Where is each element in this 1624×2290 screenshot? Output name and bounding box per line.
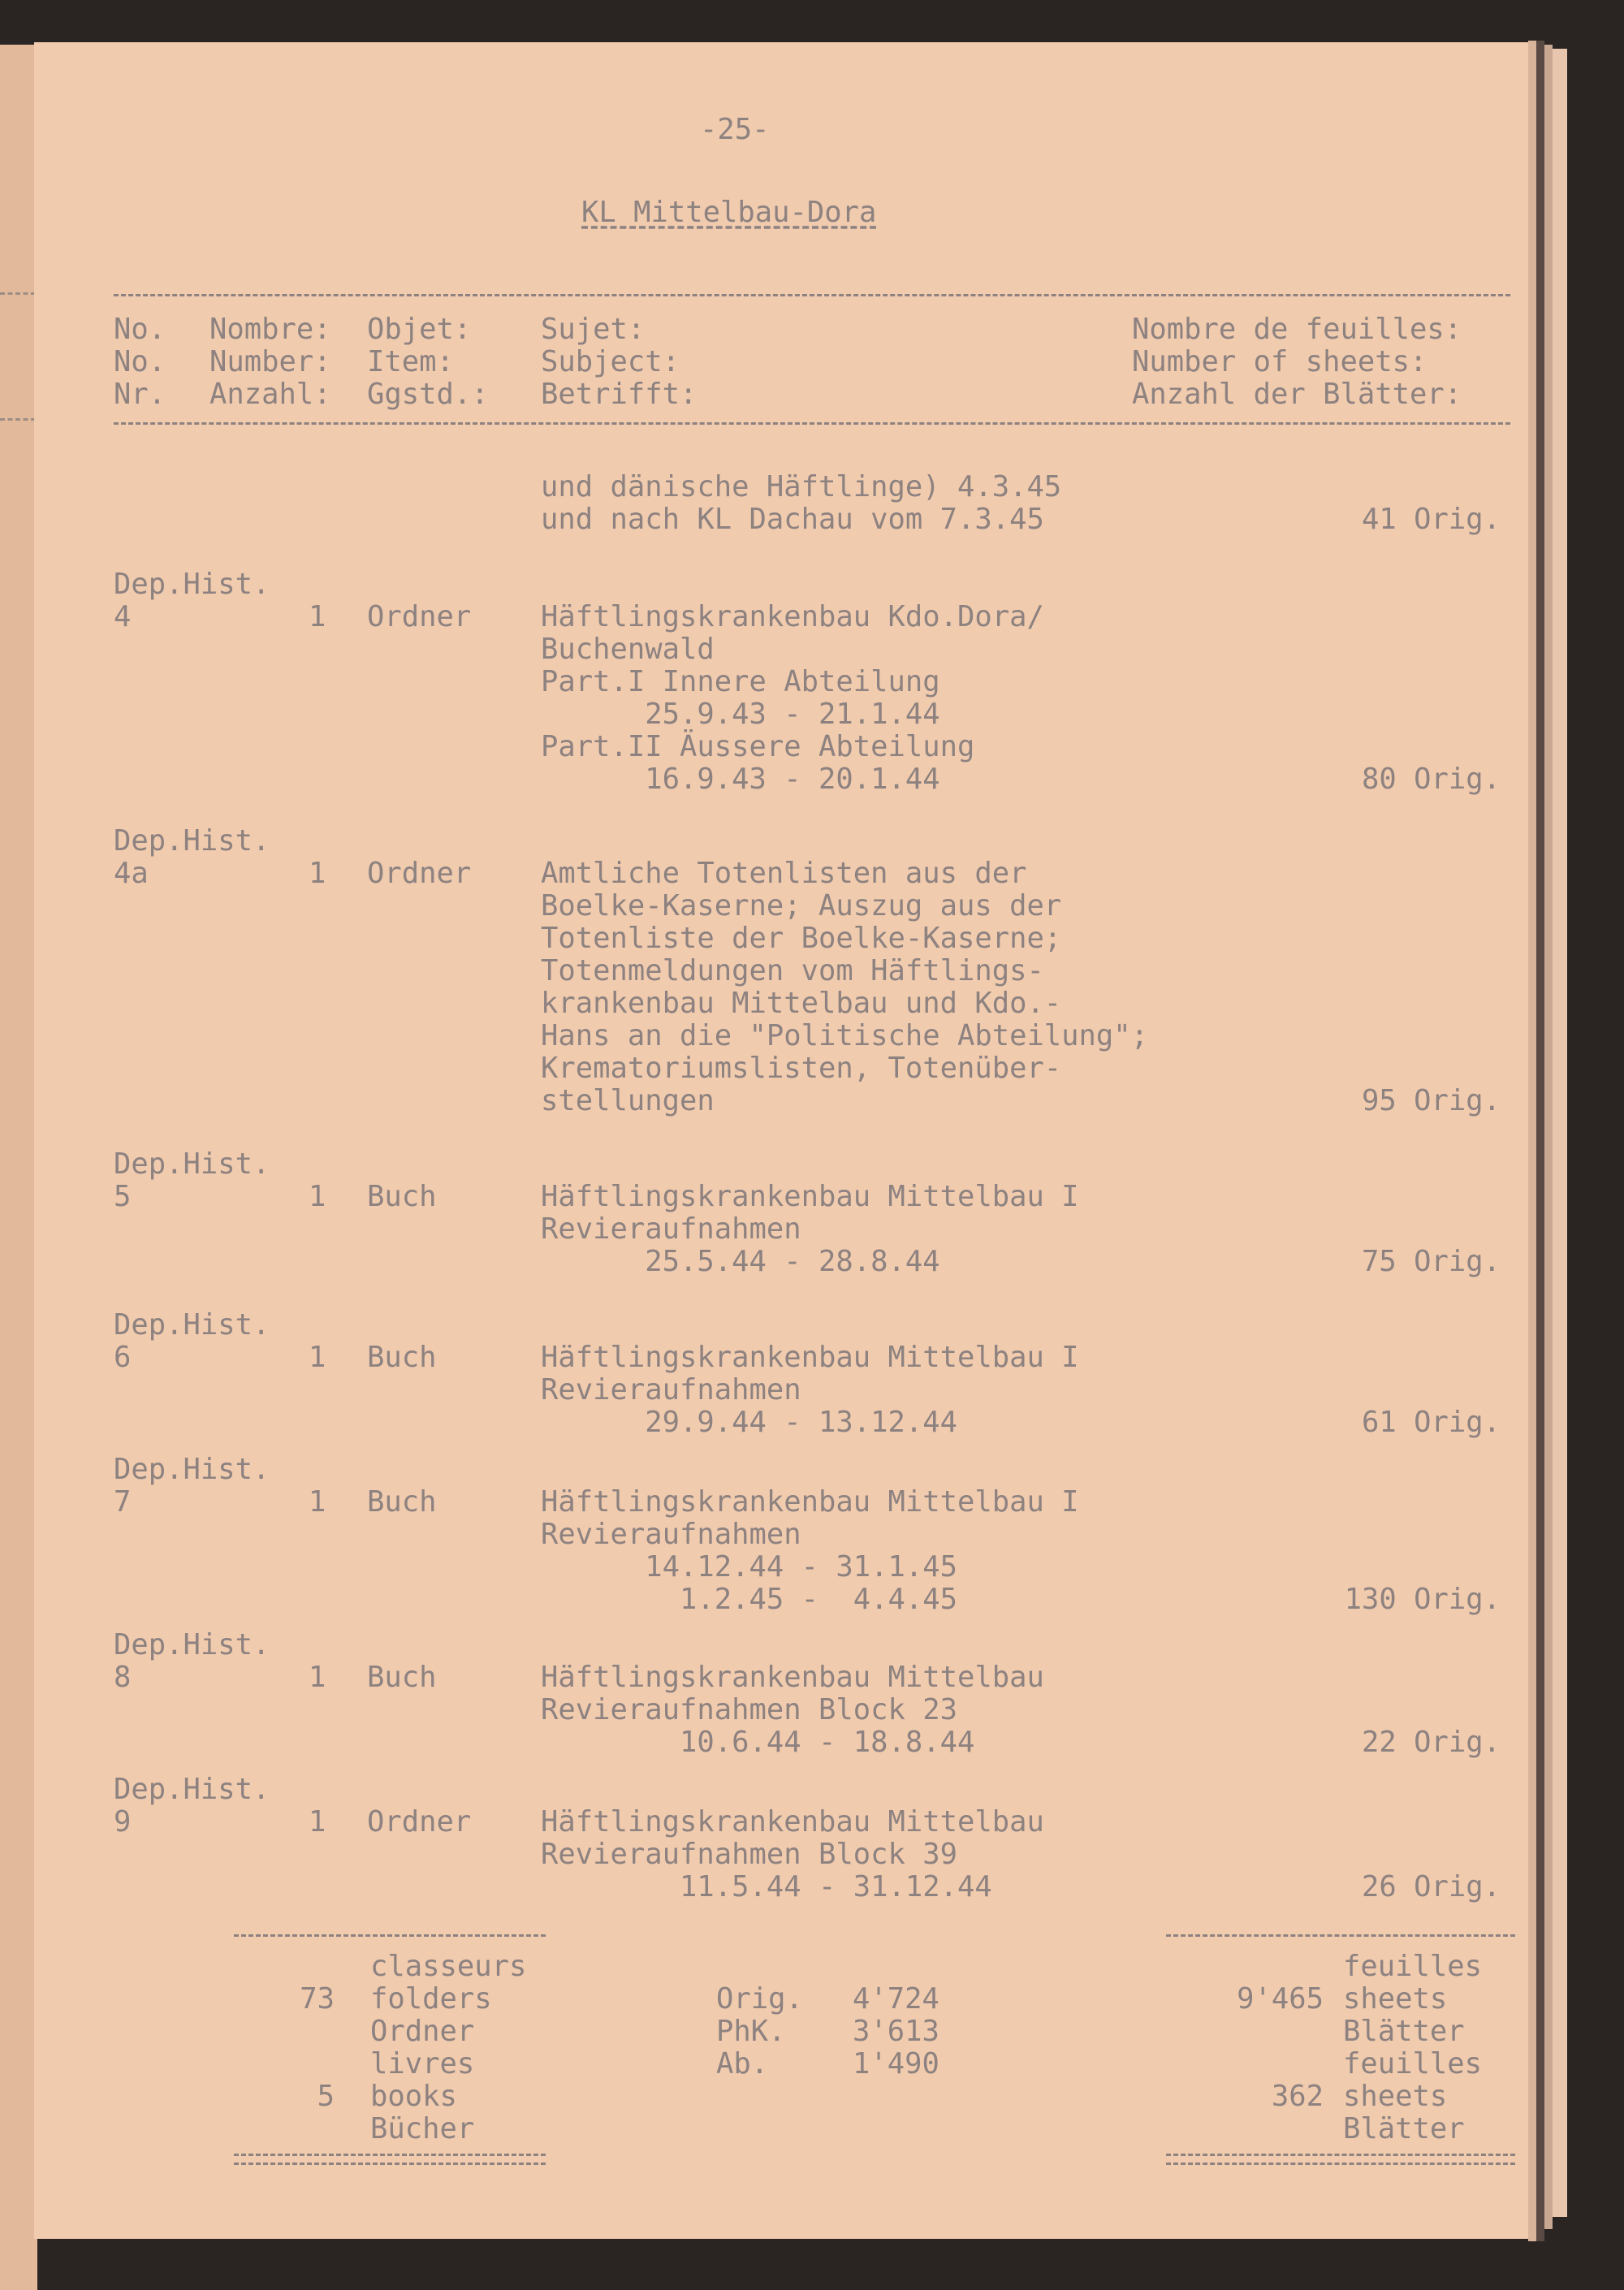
document-page <box>34 42 1528 2239</box>
entry-sheets: 26 Orig. <box>1362 1870 1501 1903</box>
entry-ref: Dep.Hist. <box>114 1773 270 1806</box>
entry-subject-line: Totenliste der Boelke-Kaserne; <box>541 922 1062 955</box>
header-subject: Subject: <box>541 345 680 378</box>
continuation-line: und dänische Häftlinge) 4.3.45 <box>541 470 1062 503</box>
page-number: -25- <box>700 113 770 146</box>
continuation-sheets: 41 Orig. <box>1362 503 1501 536</box>
totals-livres-label: livres <box>370 2047 475 2080</box>
header-item: Ggstd.: <box>367 378 489 411</box>
entry-subject-line: Revieraufnahmen <box>541 1373 801 1406</box>
header-count: Anzahl: <box>209 378 331 411</box>
totals-classeurs-count: 73 <box>300 1982 335 2016</box>
entry-sheets: 130 Orig. <box>1344 1583 1501 1616</box>
entry-ref: Dep.Hist. <box>114 1628 270 1661</box>
entry-count: 1 <box>309 1341 326 1374</box>
entry-subject-line: Totenmeldungen vom Häftlings- <box>541 954 1044 987</box>
entry-subject-line: 25.9.43 - 21.1.44 <box>541 698 940 731</box>
header-sheets: Nombre de feuilles: <box>1132 313 1462 346</box>
header-sheets: Number of sheets: <box>1132 345 1427 378</box>
entry-count: 1 <box>309 1485 326 1519</box>
entry-subject-line: Amtliche Totenlisten aus der <box>541 857 1027 890</box>
entry-subject-line: Revieraufnahmen <box>541 1212 801 1246</box>
header-sheets: Anzahl der Blätter: <box>1132 378 1462 411</box>
entry-subject-line: stellungen <box>541 1084 715 1117</box>
entry-subject-line: Part.II Äussere Abteilung <box>541 730 975 763</box>
entry-item: Buch <box>367 1341 437 1374</box>
entry-subject-line: Häftlingskrankenbau Mittelbau I <box>541 1180 1079 1213</box>
totals-right-double-rule <box>1166 2154 1515 2165</box>
totals-breakdown-value: 1'490 <box>853 2047 939 2080</box>
entry-subject-line: Revieraufnahmen <box>541 1518 801 1551</box>
entry-item: Buch <box>367 1180 437 1213</box>
entry-count: 1 <box>309 857 326 890</box>
entry-subject-line: Hans an die "Politische Abteilung"; <box>541 1019 1149 1052</box>
entry-subject-line: 25.5.44 - 28.8.44 <box>541 1245 940 1278</box>
totals-livres-label: Bücher <box>370 2112 475 2145</box>
entry-subject-line: Part.I Innere Abteilung <box>541 665 940 698</box>
entry-ref: Dep.Hist. <box>114 568 270 601</box>
header-count: Nombre: <box>209 313 331 346</box>
entry-subject-line: Buchenwald <box>541 633 715 666</box>
totals-books-sheets-label: sheets <box>1343 2080 1448 2113</box>
header-item: Item: <box>367 345 454 378</box>
totals-classeurs-label: Ordner <box>370 2015 475 2048</box>
page-edge-shadow <box>1528 41 1536 2241</box>
entry-number: 7 <box>114 1485 132 1519</box>
totals-books-sheets: 362 <box>1271 2080 1324 2113</box>
header-no: Nr. <box>114 378 166 411</box>
totals-breakdown-value: 3'613 <box>853 2015 939 2048</box>
entry-subject-line: Häftlingskrankenbau Mittelbau I <box>541 1341 1079 1374</box>
entry-ref: Dep.Hist. <box>114 1308 270 1342</box>
totals-right-rule <box>1166 1934 1515 1937</box>
previous-page-edge <box>0 45 37 2290</box>
entry-sheets: 61 Orig. <box>1362 1406 1501 1439</box>
entry-subject-line: Häftlingskrankenbau Mittelbau I <box>541 1485 1079 1519</box>
totals-books-sheets-label: Blätter <box>1343 2112 1465 2145</box>
header-count: Number: <box>209 345 331 378</box>
totals-classeurs-label: classeurs <box>370 1950 527 1983</box>
page-edge-stack <box>1553 49 1567 2217</box>
entry-sheets: 22 Orig. <box>1362 1726 1501 1759</box>
totals-breakdown-label: Orig. <box>716 1982 803 2016</box>
entry-number: 4a <box>114 857 149 890</box>
entry-subject-line: Häftlingskrankenbau Mittelbau <box>541 1805 1044 1838</box>
entry-subject-line: Boelke-Kaserne; Auszug aus der <box>541 889 1062 922</box>
page-edge-dark <box>1536 41 1544 2241</box>
entry-ref: Dep.Hist. <box>114 824 270 858</box>
entry-number: 9 <box>114 1805 132 1838</box>
entry-ref: Dep.Hist. <box>114 1147 270 1181</box>
entry-subject-line: Häftlingskrankenbau Mittelbau <box>541 1661 1044 1694</box>
header-subject: Sujet: <box>541 313 646 346</box>
totals-breakdown-label: Ab. <box>716 2047 769 2080</box>
entry-sheets: 80 Orig. <box>1362 763 1501 796</box>
entry-item: Buch <box>367 1485 437 1519</box>
header-top-rule <box>114 294 1510 296</box>
totals-sheets-label: sheets <box>1343 1982 1448 2016</box>
header-no: No. <box>114 313 166 346</box>
entry-count: 1 <box>309 1180 326 1213</box>
entry-subject-line: Revieraufnahmen Block 39 <box>541 1838 957 1871</box>
entry-subject-line: 14.12.44 - 31.1.45 <box>541 1550 957 1584</box>
page-edge-back <box>1544 45 1553 2229</box>
entry-item: Ordner <box>367 1805 472 1838</box>
header-item: Objet: <box>367 313 472 346</box>
header-bottom-rule <box>114 422 1510 425</box>
entry-count: 1 <box>309 600 326 633</box>
totals-books-sheets-label: feuilles <box>1343 2047 1482 2080</box>
entry-ref: Dep.Hist. <box>114 1453 270 1486</box>
entry-subject-line: krankenbau Mittelbau und Kdo.- <box>541 987 1062 1020</box>
totals-left-rule <box>234 1934 546 1937</box>
entry-subject-line: 11.5.44 - 31.12.44 <box>541 1870 992 1903</box>
entry-count: 1 <box>309 1805 326 1838</box>
entry-number: 8 <box>114 1661 132 1694</box>
continuation-line: und nach KL Dachau vom 7.3.45 <box>541 503 1044 536</box>
totals-sheets-total: 9'465 <box>1237 1982 1324 2016</box>
totals-classeurs-label: folders <box>370 1982 492 2016</box>
entry-subject-line: 16.9.43 - 20.1.44 <box>541 763 940 796</box>
header-no: No. <box>114 345 166 378</box>
entry-sheets: 75 Orig. <box>1362 1245 1501 1278</box>
entry-item: Buch <box>367 1661 437 1694</box>
totals-livres-count: 5 <box>317 2080 335 2113</box>
entry-count: 1 <box>309 1661 326 1694</box>
entry-number: 6 <box>114 1341 132 1374</box>
entry-subject-line: Krematoriumslisten, Totenüber- <box>541 1052 1062 1085</box>
totals-livres-label: books <box>370 2080 457 2113</box>
entry-subject-line: 1.2.45 - 4.4.45 <box>541 1583 957 1616</box>
entry-subject-line: 10.6.44 - 18.8.44 <box>541 1726 975 1759</box>
entry-number: 4 <box>114 600 132 633</box>
totals-breakdown-value: 4'724 <box>853 1982 939 2016</box>
entry-sheets: 95 Orig. <box>1362 1084 1501 1117</box>
totals-sheets-label: feuilles <box>1343 1950 1482 1983</box>
entry-item: Ordner <box>367 600 472 633</box>
header-subject: Betrifft: <box>541 378 698 411</box>
entry-subject-line: Häftlingskrankenbau Kdo.Dora/ <box>541 600 1044 633</box>
totals-sheets-label: Blätter <box>1343 2015 1465 2048</box>
totals-left-double-rule <box>234 2154 546 2165</box>
entry-number: 5 <box>114 1180 132 1213</box>
entry-item: Ordner <box>367 857 472 890</box>
page-title: KL Mittelbau-Dora <box>581 196 877 229</box>
entry-subject-line: Revieraufnahmen Block 23 <box>541 1693 957 1726</box>
entry-subject-line: 29.9.44 - 13.12.44 <box>541 1406 957 1439</box>
totals-breakdown-label: PhK. <box>716 2015 786 2048</box>
